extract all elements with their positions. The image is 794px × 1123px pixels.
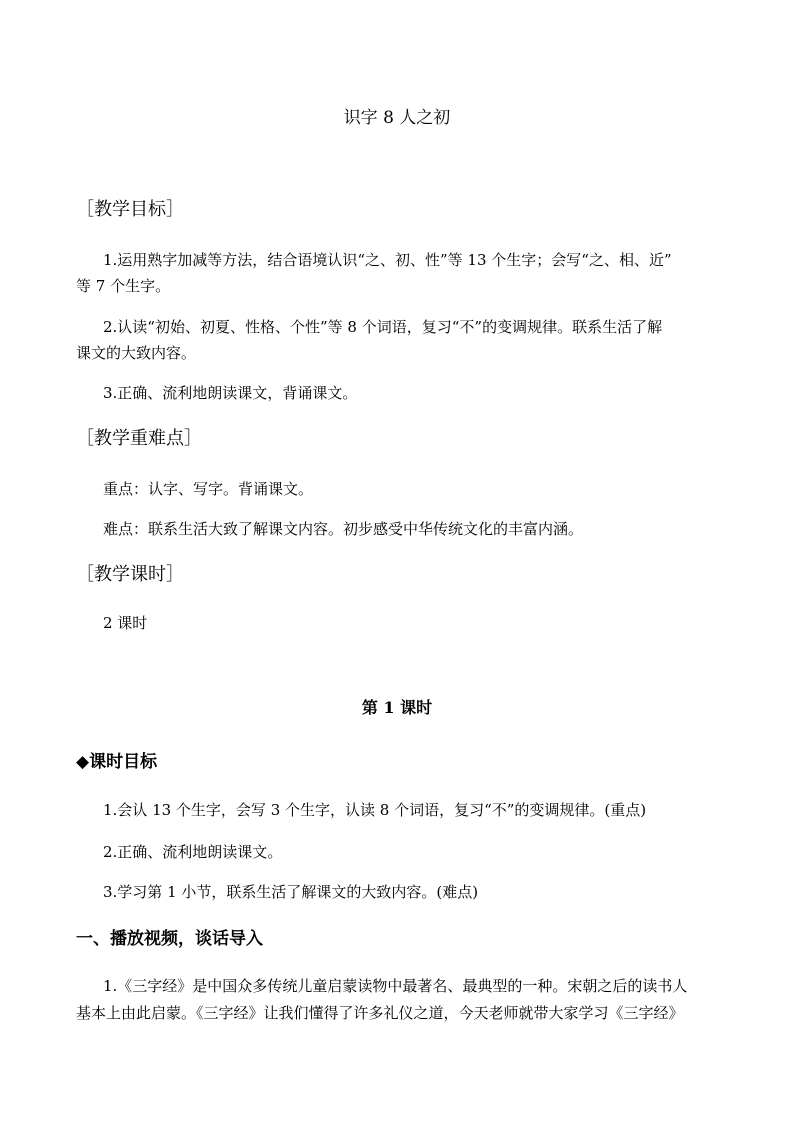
part-1-heading: 一、播放视频，谈话导入	[76, 929, 263, 949]
lesson-goal-line-1: 1.会认 13 个生字，会写 3 个生字，认读 8 个词语，复习“不”的变调规律。(重点)	[103, 801, 647, 819]
lesson-goals-heading: ◆课时目标	[76, 752, 158, 772]
teaching-goals-heading: ［教学目标］	[76, 199, 184, 220]
goal-line-3: 3.正确、流利地朗读课文，背诵课文。	[103, 384, 358, 402]
difficult-point-line: 难点：联系生活大致了解课文内容。初步感受中华传统文化的丰富内涵。	[103, 520, 584, 538]
goal-line-2-cont: 课文的大致内容。	[76, 344, 197, 362]
goal-line-1-cont: 等 7 个生字。	[76, 277, 171, 295]
part-1-line-2: 基本上由此启蒙。《三字经》让我们懂得了许多礼仪之道，今天老师就带大家学习《三字经》	[76, 1004, 684, 1022]
goal-line-1: 1.运用熟字加减等方法，结合语境认识“之、初、性”等 13 个生字；会写“之、相、近”	[103, 251, 672, 269]
lesson-1-title: 第 1 课时	[361, 698, 433, 717]
part-1-line-1: 1.《三字经》是中国众多传统儿童启蒙读物中最著名、最典型的一种。宋朝之后的读书人	[103, 977, 688, 995]
lesson-goal-line-2: 2.正确、流利地朗读课文。	[103, 843, 283, 861]
goal-line-2: 2.认读“初始、初夏、性格、个性”等 8 个词语，复习“不”的变调规律。联系生活了解	[103, 318, 663, 336]
document-title: 识字 8 人之初	[343, 108, 451, 128]
lesson-goal-line-3: 3.学习第 1 小节，联系生活了解课文的大致内容。(难点)	[103, 883, 479, 901]
teaching-hours-heading: ［教学课时］	[76, 564, 184, 585]
teaching-hours-value: 2 课时	[103, 614, 148, 632]
key-point-line: 重点：认字、写字。背诵课文。	[103, 480, 314, 498]
key-points-heading: ［教学重难点］	[76, 428, 202, 449]
